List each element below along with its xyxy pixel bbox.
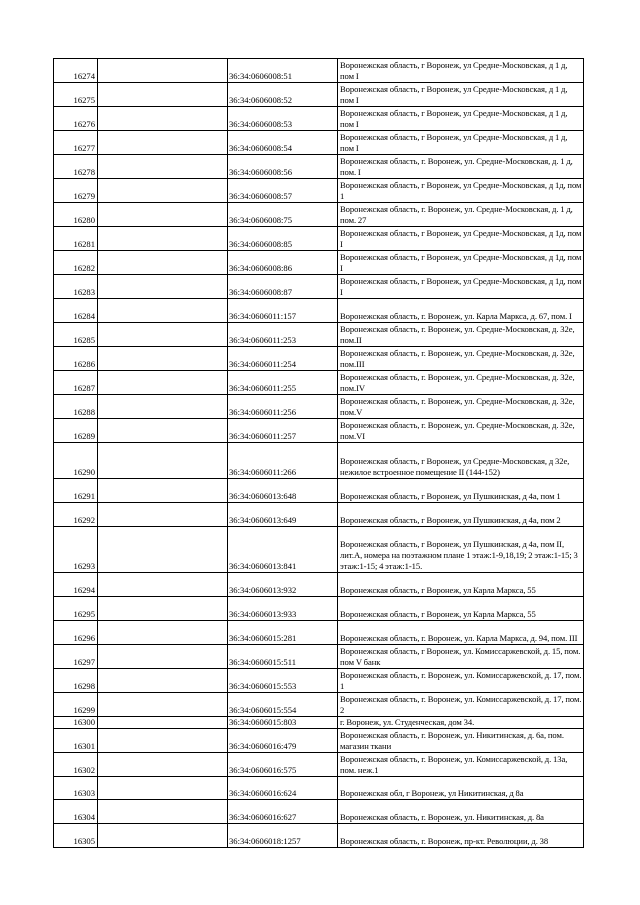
address: Воронежская область, г. Воронеж, ул. Комиссаржевской, д. 17, пом. 2: [338, 693, 584, 717]
address: Воронежская область, г Воронеж, ул Средне-Московская, д 1д, пом I: [338, 227, 584, 251]
registry-rows: [54, 59, 584, 848]
record-number: 16292: [54, 503, 98, 527]
empty-cell: [98, 179, 228, 203]
empty-cell: [98, 323, 228, 347]
empty-cell: [98, 251, 228, 275]
address: Воронежская область, г. Воронеж, ул. Средне-Московская, д. 32е, пом.IV: [338, 371, 584, 395]
address: Воронежская область, г. Воронеж, ул. Средне-Московская, д. 32е, пом.III: [338, 347, 584, 371]
registry-table: [53, 58, 584, 848]
empty-cell: [98, 621, 228, 645]
table-row: [54, 753, 584, 777]
table-row: [54, 597, 584, 621]
address: г. Воронеж, ул. Студенческая, дом 34.: [338, 717, 584, 729]
address: Воронежская область, г Воронеж, ул Средне-Московская, д 1 д, пом I: [338, 59, 584, 83]
address: Воронежская область, г Воронеж, ул Пушкинская, д 4а, пом 2: [338, 503, 584, 527]
empty-cell: [98, 693, 228, 717]
address: Воронежская область, г Воронеж, ул Карла Маркса, 55: [338, 597, 584, 621]
table-row: [54, 777, 584, 800]
table-row: [54, 395, 584, 419]
empty-cell: [98, 503, 228, 527]
empty-cell: [98, 669, 228, 693]
cadastral-number: 36:34:0606008:57: [228, 179, 338, 203]
record-number: 16302: [54, 753, 98, 777]
empty-cell: [98, 155, 228, 179]
record-number: 16305: [54, 824, 98, 848]
cadastral-number: 36:34:0606013:648: [228, 479, 338, 503]
address: Воронежская область, г Воронеж, ул Карла Маркса, 55: [338, 573, 584, 597]
table-row: [54, 275, 584, 299]
table-row: [54, 527, 584, 573]
cadastral-number: 36:34:0606013:649: [228, 503, 338, 527]
record-number: 16298: [54, 669, 98, 693]
address: Воронежская область, г Воронеж, ул Средне-Московская, д 1д, пом I: [338, 275, 584, 299]
address: Воронежская область, г Воронеж, ул Средне-Московская, д 32е, нежилое встроенное помещение II (144-152): [338, 443, 584, 479]
record-number: 16290: [54, 443, 98, 479]
record-number: 16294: [54, 573, 98, 597]
record-number: 16289: [54, 419, 98, 443]
cadastral-number: 36:34:0606016:624: [228, 777, 338, 800]
cadastral-number: 36:34:0606008:75: [228, 203, 338, 227]
empty-cell: [98, 645, 228, 669]
cadastral-number: 36:34:0606015:281: [228, 621, 338, 645]
table-row: [54, 729, 584, 753]
cadastral-number: 36:34:0606008:56: [228, 155, 338, 179]
table-row: [54, 503, 584, 527]
record-number: 16283: [54, 275, 98, 299]
empty-cell: [98, 443, 228, 479]
address: Воронежская область, г Воронеж, ул Средне-Московская, д 1 д, пом I: [338, 131, 584, 155]
record-number: 16296: [54, 621, 98, 645]
empty-cell: [98, 800, 228, 824]
address: Воронежская область, г. Воронеж, ул. Средне-Московская, д. 1 д, пом. 27: [338, 203, 584, 227]
address: Воронежская область, г Воронеж, ул Пушкинская, д 4а, пом 1: [338, 479, 584, 503]
empty-cell: [98, 131, 228, 155]
empty-cell: [98, 527, 228, 573]
cadastral-number: 36:34:0606008:52: [228, 83, 338, 107]
record-number: 16291: [54, 479, 98, 503]
record-number: 16282: [54, 251, 98, 275]
cadastral-number: 36:34:0606011:257: [228, 419, 338, 443]
record-number: 16295: [54, 597, 98, 621]
empty-cell: [98, 479, 228, 503]
table-row: [54, 621, 584, 645]
record-number: 16293: [54, 527, 98, 573]
address: Воронежская область, г. Воронеж, ул. Комиссаржевской, д. 17, пом. 1: [338, 669, 584, 693]
address: Воронежская область, г Воронеж, ул Средне-Московская, д 1д, пом 1: [338, 179, 584, 203]
cadastral-number: 36:34:0606011:266: [228, 443, 338, 479]
cadastral-number: 36:34:0606008:51: [228, 59, 338, 83]
table-row: [54, 669, 584, 693]
cadastral-number: 36:34:0606011:255: [228, 371, 338, 395]
address: Воронежская обл, г Воронеж, ул Никитинская, д 8а: [338, 777, 584, 800]
empty-cell: [98, 824, 228, 848]
cadastral-number: 36:34:0606008:53: [228, 107, 338, 131]
table-row: [54, 693, 584, 717]
table-row: [54, 479, 584, 503]
cadastral-number: 36:34:0606016:627: [228, 800, 338, 824]
cadastral-number: 36:34:0606016:479: [228, 729, 338, 753]
record-number: 16300: [54, 717, 98, 729]
address: Воронежская область, г. Воронеж, ул. Средне-Московская, д. 32е, пом.V: [338, 395, 584, 419]
address: Воронежская область, г. Воронеж, пр-кт. Революции, д. 38: [338, 824, 584, 848]
record-number: 16299: [54, 693, 98, 717]
table-row: [54, 717, 584, 729]
cadastral-number: 36:34:0606013:841: [228, 527, 338, 573]
record-number: 16304: [54, 800, 98, 824]
address: Воронежская область, г. Воронеж, ул. Никитинская, д. 8а: [338, 800, 584, 824]
empty-cell: [98, 275, 228, 299]
cadastral-number: 36:34:0606008:86: [228, 251, 338, 275]
table-row: [54, 251, 584, 275]
cadastral-number: 36:34:0606016:575: [228, 753, 338, 777]
cadastral-number: 36:34:0606011:157: [228, 299, 338, 323]
table-row: [54, 179, 584, 203]
empty-cell: [98, 203, 228, 227]
address: Воронежская область, г Воронеж, ул. Комиссаржевской, д. 15, пом. пом V банк: [338, 645, 584, 669]
table-row: [54, 227, 584, 251]
record-number: 16281: [54, 227, 98, 251]
table-row: [54, 131, 584, 155]
empty-cell: [98, 753, 228, 777]
table-row: [54, 155, 584, 179]
record-number: 16274: [54, 59, 98, 83]
empty-cell: [98, 299, 228, 323]
empty-cell: [98, 59, 228, 83]
record-number: 16297: [54, 645, 98, 669]
table-row: [54, 371, 584, 395]
cadastral-number: 36:34:0606015:803: [228, 717, 338, 729]
record-number: 16280: [54, 203, 98, 227]
record-number: 16303: [54, 777, 98, 800]
empty-cell: [98, 227, 228, 251]
cadastral-number: 36:34:0606011:254: [228, 347, 338, 371]
record-number: 16275: [54, 83, 98, 107]
address: Воронежская область, г. Воронеж, ул. Карла Маркса, д. 94, пом. III: [338, 621, 584, 645]
cadastral-number: 36:34:0606018:1257: [228, 824, 338, 848]
record-number: 16287: [54, 371, 98, 395]
address: Воронежская область, г. Воронеж, ул. Комиссаржевской, д. 13а, пом. неж.1: [338, 753, 584, 777]
empty-cell: [98, 573, 228, 597]
table-row: [54, 299, 584, 323]
cadastral-number: 36:34:0606011:253: [228, 323, 338, 347]
address: Воронежская область, г. Воронеж, ул. Средне-Московская, д. 32е, пом.VI: [338, 419, 584, 443]
record-number: 16288: [54, 395, 98, 419]
record-number: 16278: [54, 155, 98, 179]
record-number: 16279: [54, 179, 98, 203]
address: Воронежская область, г. Воронеж, ул. Никитинская, д. 6а, пом. магазин ткани: [338, 729, 584, 753]
empty-cell: [98, 717, 228, 729]
empty-cell: [98, 347, 228, 371]
table-row: [54, 824, 584, 848]
empty-cell: [98, 371, 228, 395]
cadastral-number: 36:34:0606013:932: [228, 573, 338, 597]
record-number: 16277: [54, 131, 98, 155]
address: Воронежская область, г. Воронеж, ул. Средне-Московская, д. 1 д, пом. I: [338, 155, 584, 179]
empty-cell: [98, 419, 228, 443]
table-row: [54, 203, 584, 227]
table-row: [54, 800, 584, 824]
cadastral-number: 36:34:0606015:553: [228, 669, 338, 693]
table-row: [54, 645, 584, 669]
table-row: [54, 347, 584, 371]
record-number: 16301: [54, 729, 98, 753]
address: Воронежская область, г Воронеж, ул Средне-Московская, д 1 д, пом I: [338, 107, 584, 131]
cadastral-number: 36:34:0606015:554: [228, 693, 338, 717]
table-row: [54, 107, 584, 131]
address: Воронежская область, г Воронеж, ул Средне-Московская, д 1 д, пом I: [338, 83, 584, 107]
empty-cell: [98, 83, 228, 107]
table-row: [54, 59, 584, 83]
cadastral-number: 36:34:0606011:256: [228, 395, 338, 419]
cadastral-number: 36:34:0606013:933: [228, 597, 338, 621]
table-row: [54, 443, 584, 479]
address: Воронежская область, г. Воронеж, ул. Карла Маркса, д. 67, пом. I: [338, 299, 584, 323]
record-number: 16276: [54, 107, 98, 131]
cadastral-number: 36:34:0606008:85: [228, 227, 338, 251]
cadastral-number: 36:34:0606008:87: [228, 275, 338, 299]
table-row: [54, 419, 584, 443]
record-number: 16285: [54, 323, 98, 347]
address: Воронежская область, г Воронеж, ул Средне-Московская, д 1д, пом I: [338, 251, 584, 275]
address: Воронежская область, г. Воронеж, ул. Средне-Московская, д. 32е, пом.II: [338, 323, 584, 347]
empty-cell: [98, 597, 228, 621]
empty-cell: [98, 777, 228, 800]
empty-cell: [98, 107, 228, 131]
cadastral-number: 36:34:0606008:54: [228, 131, 338, 155]
record-number: 16284: [54, 299, 98, 323]
table-row: [54, 83, 584, 107]
address: Воронежская область, г Воронеж, ул Пушкинская, д 4а, пом II, лит.А, номера на поэтажном плане 1 этаж:1-9,18,19; 2 этаж:1-15; 3 этаж:1-15; 4 этаж:1-15.: [338, 527, 584, 573]
record-number: 16286: [54, 347, 98, 371]
cadastral-number: 36:34:0606015:511: [228, 645, 338, 669]
table-row: [54, 573, 584, 597]
table-row: [54, 323, 584, 347]
empty-cell: [98, 395, 228, 419]
empty-cell: [98, 729, 228, 753]
